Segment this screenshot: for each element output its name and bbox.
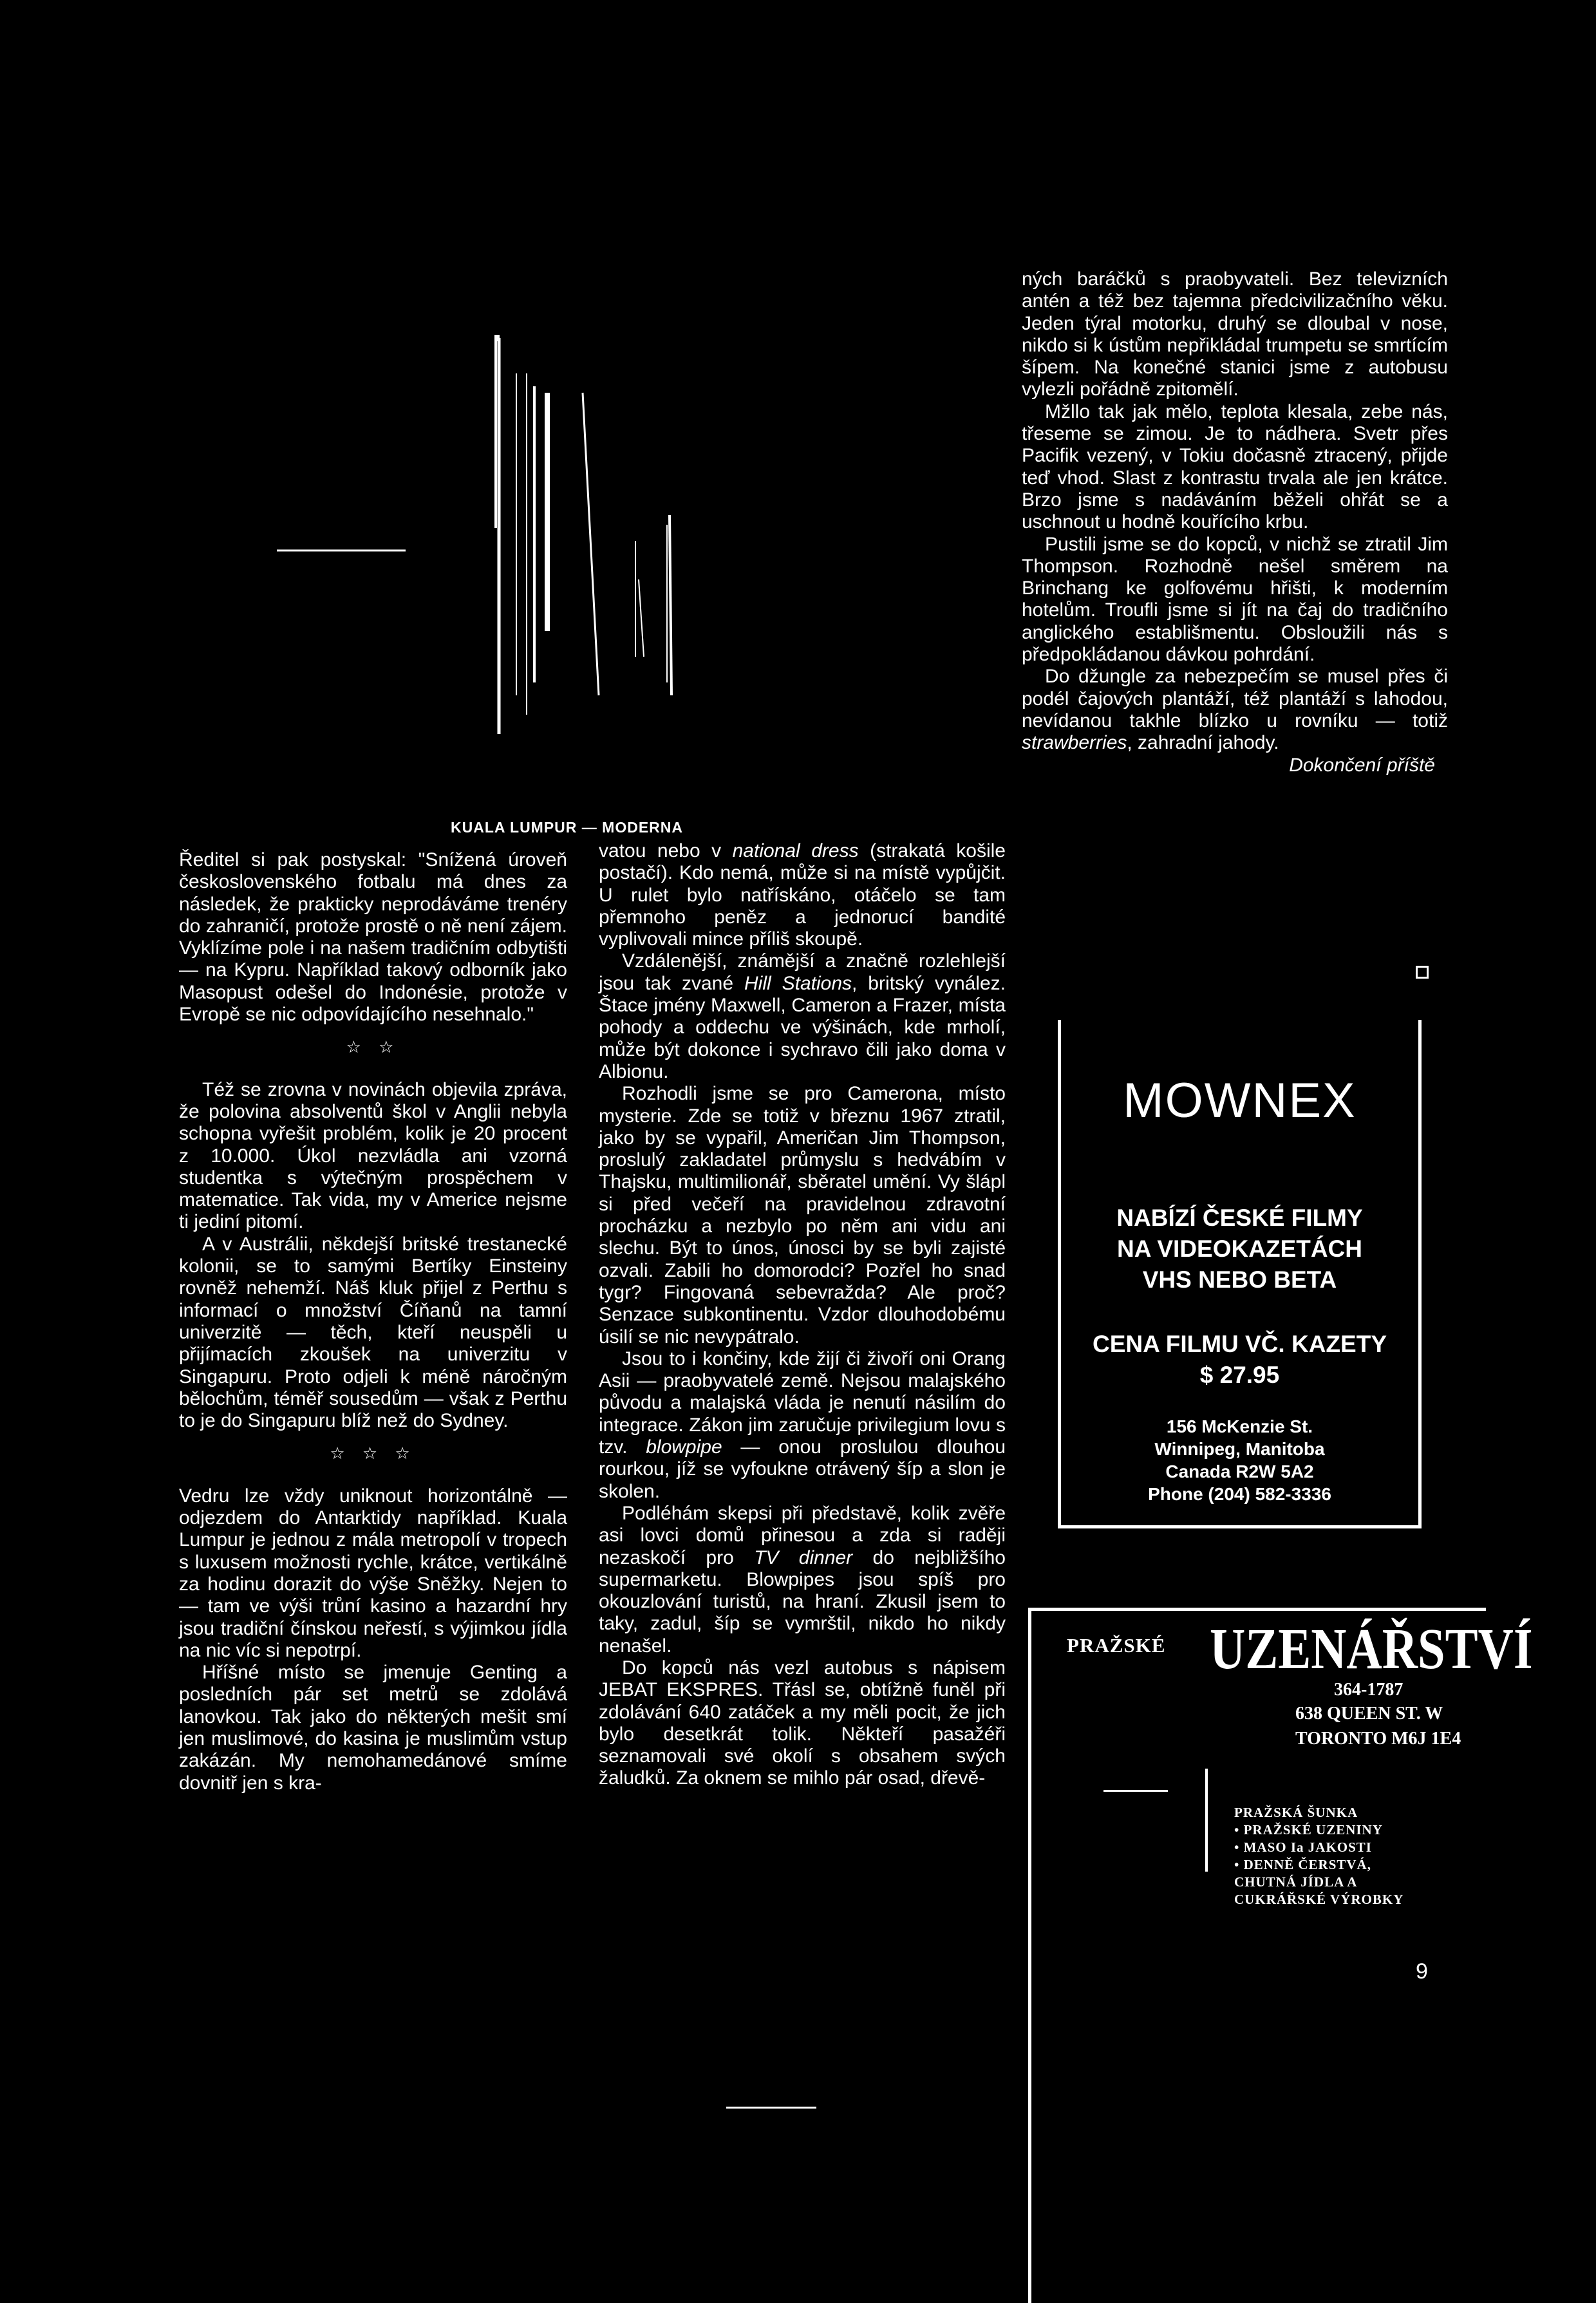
paragraph: Též se zrovna v novinách objevila zpráva, že polovina absolventů škol v Anglii nebyla schopna vyřešit problém, kolik je 20 procent z 10.000. Úkol nezvládla ani vzorná studentka s výtečným prospěchem v matematice. Tak vida, my v Americe nejsme ti jediní pitomí. [179, 1078, 567, 1233]
ad-address-line: 156 McKenzie St. [1166, 1416, 1313, 1436]
paragraph: A v Austrálii, někdejší britské trestanecké kolonii, se to samými Bertíky Einsteiny rovněž nehemží. Náš kluk přijel z Perthu s informací o množství Číňanů na tamní univerzitě — těch, kteří neuspěli u přijímacích zkoušek na univerzitu v Singapuru. Proto odjeli k méně náročným bělochům, téměř sousedům — však z Perthu to je do Singapuru blíž než do Sydney. [179, 1233, 567, 1432]
ad-phone: Phone (204) 582-3336 [1148, 1484, 1331, 1504]
advertisement-mownex [1058, 1020, 1422, 1528]
list-item: • MASO Ia JAKOSTI [1234, 1839, 1372, 1855]
continued-note: Dokončení příště [1289, 754, 1435, 776]
paragraph: Pustili jsme se do kopců, v nichž se ztratil Jim Thompson. Rozhodně nešel směrem na Brinchang ke golfovému hřišti, k moderním hotelům. Troufli jsme si jít na čaj do tradičního anglického establišmentu. Obsloužili nás s předpokládanou dávkou pohrdání. [1022, 533, 1448, 666]
divider [1103, 1790, 1168, 1792]
ad-prefix: PRAŽSKÉ [1067, 1634, 1166, 1657]
photo-kuala-lumpur [277, 335, 766, 734]
page-number: 9 [1416, 1959, 1428, 1984]
paragraph: Vedru lze vždy uniknout horizontálně — odjezdem do Antarktidy například. Kuala Lumpur je jednou z mála metropolí v tropech s luxusem možnosti rychle, krátce, vertikálně za hodinu dorazit do výše Sněžky. Nejen to — tam ve výši trůní kasino a hazardní hry jsou tradiční čínskou neřestí, s výjimkou jídla na nic víc si nepotrpí. [179, 1485, 567, 1661]
list-item: CUKRÁŘSKÉ VÝROBKY [1234, 1892, 1404, 1907]
list-item: • PRAŽSKÉ UZENINY [1234, 1822, 1383, 1838]
article-column-3 [1022, 268, 1448, 776]
ad-price: $ 27.95 [1199, 1362, 1280, 1388]
bracket-divider [1205, 1769, 1208, 1872]
ad-city: TORONTO M6J 1E4 [1295, 1729, 1461, 1749]
divider [726, 2107, 816, 2109]
paragraph: vatou nebo v national dress (strakatá košile postačí). Kdo nemá, může si na místě vypůjčit. U rulet bylo natřískáno, otáčelo se tam přemnoho peněz a jednorucí bandité vyplivovali mince příliš skoupě. [599, 840, 1006, 950]
ad-brand: MOWNEX [1123, 1073, 1357, 1128]
paragraph: Mžllo tak jak mělo, teplota klesala, zebe nás, třeseme se zimou. Je to nádhera. Svetr přes Pacifik vezený, v Tokiu dočasně ztracený, přijde teď vhod. Slast z kontrastu trvala ale jen krátce. Brzo jsme s nadáváním běželi ohřát se a uschnout u hodně kouřícího krbu. [1022, 400, 1448, 533]
paragraph: Podléhám skepsi při představě, kolik zvěře asi lovci domů přinesou a zda si raději nezaskočí pro TV dinner do nejbližšího supermarketu. Blowpipes jsou spíš pro okouzlování turistů, na hraní. Zkusil jsem to taky, zadul, šíp se vymrštil, nikdo ho nikdy nenašel. [599, 1502, 1006, 1657]
section-divider-stars: ☆ ☆ ☆ [330, 1443, 417, 1463]
article-column-2 [599, 840, 1006, 1790]
end-of-article-square-icon [1416, 966, 1429, 979]
ad-phone: 364-1787 [1334, 1680, 1404, 1700]
list-item: • DENNĚ ČERSTVÁ, [1234, 1857, 1371, 1872]
ad-title: UZENÁŘSTVÍ [1210, 1617, 1533, 1681]
ad-product-list [1234, 1804, 1404, 1908]
advertisement-uzenarstvi [1028, 1608, 1533, 2303]
paragraph: ných baráčků s praobyvateli. Bez televizních antén a též bez tajemna předcivilizačního věku. Jeden týral motorku, druhý se dloubal v nose, nikdo si k ústům nepřikládal trumpetu se smrtícím šípem. Na konečné stanici jsme z autobusu vylezli pořádně zpitomělí. [1022, 268, 1448, 400]
ad-price-label: CENA FILMU VČ. KAZETY [1092, 1331, 1387, 1357]
paragraph: Hříšné místo se jmenuje Genting a posledních pár set metrů se zdolává lanovkou. Tak jako do některých mešit smí jen muslimové, do kasina je muslimům vstup zakázán. My nemohamedánové smíme dovnitř jen s kra- [179, 1662, 567, 1794]
list-item: PRAŽSKÁ ŠUNKA [1234, 1805, 1358, 1820]
ad-address-line: Winnipeg, Manitoba [1154, 1439, 1325, 1459]
paragraph: Jsou to i končiny, kde žijí či živoří oni Orang Asii — praobyvatelé země. Nejsou malajského původu a malajská vláda je nenutí násilím do integrace. Zákon jim zaručuje privilegium lovu s tzv. blowpipe — onou proslulou dlouhou rourkou, jíž se vyfoukne otrávený šíp a slon je skolen. [599, 1348, 1006, 1502]
article-column-1 [179, 849, 567, 1794]
list-item: CHUTNÁ JÍDLA A [1234, 1874, 1358, 1890]
ad-address-line: Canada R2W 5A2 [1165, 1462, 1314, 1481]
ad-street: 638 QUEEN ST. W [1295, 1704, 1443, 1724]
paragraph: Vzdálenější, známější a značně rozlehlejší jsou tak zvané Hill Stations, britský vynález. Štace jmény Maxwell, Cameron a Frazer, místa pohody a oddechu ve výšinách, kde mrholí, může být dokonce i sychravo čili jako doma v Albionu. [599, 950, 1006, 1082]
paragraph: Ředitel si pak postyskal: "Snížená úroveň československého fotbalu má dnes za následek, že prakticky neprodáváme trenéry do zahraničí, protože prostě o ně není zájem. Vyklízíme pole i na našem tradičním odbytišti — na Kypru. Například takový odborník jako Masopust odešel do Indonésie, protože v Evropě se nic odpovídajícího nesehnalo." [179, 849, 567, 1026]
paragraph: Rozhodli jsme se pro Camerona, místo mysterie. Zde se totiž v březnu 1967 ztratil, jako by se vypařil, Američan Jim Thompson, proslulý zakladatel průmyslu s hedvábím v Thajsku, multimilionář, sběratel umění. Vy šlápl si před večeří na pravidelnou zdravotní procházku a nezbylo po něm ani vidu ani slechu. Být to únos, únosci by se byli zajisté ozvali. Zabili ho domorodci? Pozřel ho snad tygr? Fingovaná sebevražda? Ale proč? Senzace subkontinentu. Vzdor dlouhodobému úsilí se nic nevypátralo. [599, 1083, 1006, 1348]
section-divider-stars: ☆ ☆ [346, 1037, 400, 1057]
paragraph: Do kopců nás vezl autobus s nápisem JEBAT EKSPRES. Třásl se, obtížně funěl při zdolávání 640 zatáček a my měli pocit, že jich bylo desetkrát tolik. Někteří pasažéři seznamovali své okolí s obsahem svých žaludků. Za oknem se mihlo pár osad, dřevě- [599, 1657, 1006, 1789]
ad-tagline: NABÍZÍ ČESKÉ FILMY [1116, 1205, 1363, 1231]
ad-address [1061, 1415, 1418, 1505]
ad-tagline: NA VIDEOKAZETÁCH [1117, 1236, 1362, 1262]
paragraph: Do džungle za nebezpečím se musel přes či podél čajových plantáží, též plantáží s lahodou, nevídanou takhle blízko u rovníku — totiž strawberries, zahradní jahody. [1022, 666, 1448, 754]
ad-tagline: VHS NEBO BETA [1142, 1266, 1337, 1293]
photo-caption: KUALA LUMPUR — MODERNA [451, 819, 684, 836]
